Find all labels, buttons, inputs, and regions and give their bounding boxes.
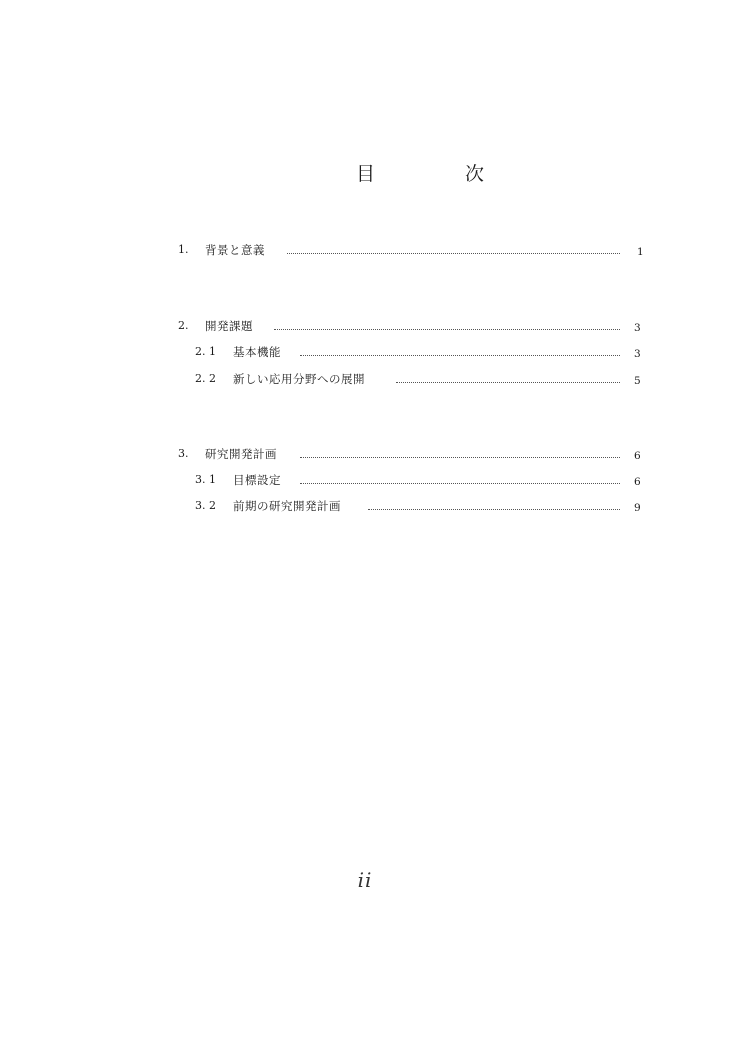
toc-dot-leader	[274, 329, 620, 330]
toc-entry-page: 3	[634, 348, 641, 360]
toc-entry-page: 9	[634, 502, 641, 514]
title-char-1: 目	[356, 163, 376, 185]
toc-entry-2-2[interactable]	[0, 369, 750, 389]
toc-dot-leader	[300, 355, 620, 356]
toc-entry-number: 3.	[178, 447, 189, 460]
toc-entry-1[interactable]	[0, 240, 750, 260]
toc-entry-number: 3. 2	[195, 499, 216, 512]
toc-entry-label: 目標設定	[233, 473, 281, 487]
toc-entry-page: 6	[634, 450, 641, 462]
toc-entry-3-1[interactable]	[0, 470, 750, 490]
toc-entry-2[interactable]	[0, 316, 750, 336]
toc-entry-number: 3. 1	[195, 473, 216, 486]
toc-entry-3[interactable]	[0, 444, 750, 464]
toc-entry-label: 基本機能	[233, 345, 281, 359]
page-number-footer: ii	[357, 868, 373, 892]
toc-entry-number: 1.	[178, 243, 189, 256]
toc-entry-number: 2. 1	[195, 345, 216, 358]
page-title	[0, 160, 750, 188]
toc-entry-page: 3	[634, 322, 641, 334]
toc-entry-label: 前期の研究開発計画	[233, 499, 341, 513]
toc-dot-leader	[396, 382, 620, 383]
toc-entry-label: 研究開発計画	[205, 447, 277, 461]
toc-entry-number: 2.	[178, 319, 189, 332]
toc-entry-label: 背景と意義	[205, 243, 265, 257]
toc-entry-page: 1	[637, 246, 644, 258]
toc-entry-3-2[interactable]	[0, 496, 750, 516]
toc-entry-2-1[interactable]	[0, 342, 750, 362]
toc-entry-label: 新しい応用分野への展開	[233, 372, 365, 386]
toc-dot-leader	[300, 457, 620, 458]
toc-entry-page: 6	[634, 476, 641, 488]
toc-dot-leader	[300, 483, 620, 484]
toc-entry-page: 5	[634, 375, 641, 387]
toc-dot-leader	[287, 253, 620, 254]
title-char-2: 次	[465, 163, 485, 185]
toc-entry-label: 開発課題	[205, 319, 253, 333]
toc-entry-number: 2. 2	[195, 372, 216, 385]
toc-dot-leader	[368, 509, 620, 510]
